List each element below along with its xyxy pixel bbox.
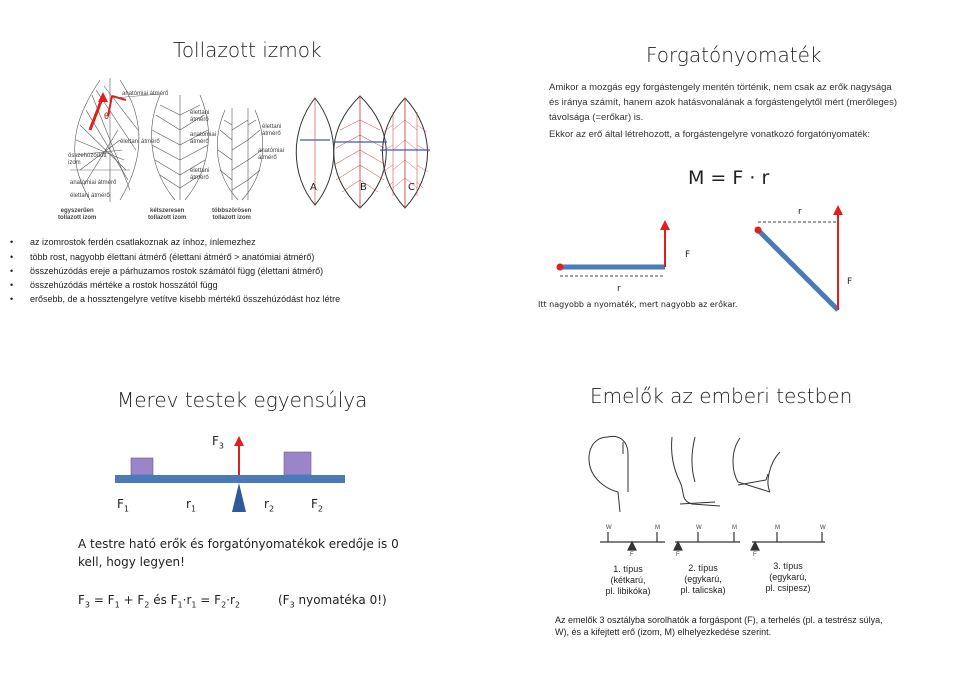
lever-type-2-caption	[673, 563, 733, 596]
lever-classes-caption: Az emelők 3 osztályba sorolhatók a forgáspont (F), a terhelés (pl. a testrész súlya, W), és a kifejtett erő (izom, M) elhelyezkedése szerint.	[555, 615, 883, 637]
label-f1-main: F	[117, 497, 124, 511]
label-elettani-mid2: élettani átmérő	[190, 168, 210, 181]
eq-part-g: ·r	[226, 593, 235, 607]
letter-w-1: W	[606, 525, 612, 531]
slide2-paragraph1: Amikor a mozgás egy forgástengely mentén történik, nem csak az erők nagysága és iránya számít, hanem azok hatásvonalának a forgástengelytől mért (merőleges) távolsága (=erőkar) is.	[549, 82, 897, 123]
label-f1	[117, 497, 129, 513]
slide-forgatonyomatek	[480, 0, 960, 342]
bullet-1: • az izomrostok ferdén csatlakoznak az ínhoz, ínlemezhez	[30, 237, 256, 247]
label-f2-sub: 2	[317, 504, 323, 514]
muscle-type-3: többszörösen tollazott izom	[212, 208, 252, 221]
eq-sub-c: 2	[144, 600, 150, 610]
slide2-title: Forgatónyomaték	[646, 43, 822, 67]
eq-part-e: ·r	[182, 593, 192, 607]
muscle-type-1: egyszerűen tollazott izom	[58, 208, 97, 221]
force-label-f1: F	[685, 250, 691, 260]
type2-name: 2. típus	[688, 563, 718, 573]
bullet-4: • összehúzódás mértéke a rostok hosszától függ	[30, 280, 218, 290]
bullet-3: • összehúzódás ereje a párhuzamos rostok számától függ (élettani átmérő)	[30, 266, 323, 276]
label-r2-sub: 2	[268, 504, 275, 514]
foot-illustration	[672, 437, 720, 506]
arm-label-r2: r	[798, 207, 802, 217]
f3-note	[278, 593, 387, 609]
note-start: (F	[278, 593, 290, 607]
lever-type-3	[751, 532, 825, 550]
label-r1-sub: 1	[190, 504, 197, 514]
eq-sub-d: 1	[177, 600, 183, 610]
bullet-2: • több rost, nagyobb élettani átmérő (élettani átmérő > anatómiai átmérő)	[30, 252, 314, 262]
slide2-paragraph2: Ekkor az erő által létrehozott, a forgástengelyre vonatkozó forgatónyomaték:	[549, 129, 871, 140]
label-r2	[264, 497, 274, 513]
type1-example: pl. libikóka)	[605, 586, 651, 596]
label-f2	[311, 497, 323, 513]
equilibrium-text: A testre ható erők és forgatónyomatékok eredője is 0 kell, hogy legyen!	[78, 537, 399, 569]
lever-type-1	[600, 532, 665, 550]
eq-sub-e: 1	[191, 600, 197, 610]
label-osszehuzodott: összehúzódott izom	[68, 153, 107, 166]
eq-part-b: = F	[90, 593, 115, 607]
label-r1	[186, 497, 196, 513]
letter-m-3: M	[775, 525, 780, 531]
letter-m-1: M	[655, 525, 660, 531]
label-anatomiai-mid: anatómiai átmérő	[190, 132, 217, 145]
slide1-title: Tollazott izmok	[173, 38, 322, 62]
note-sub: 3	[289, 600, 295, 610]
eq-part-c: + F	[119, 593, 145, 607]
lever-type-3-caption	[758, 561, 818, 594]
lever-type-2	[674, 532, 740, 550]
leaf-label-c: C	[408, 182, 415, 193]
balance-diagram	[0, 342, 480, 542]
slide-merev-testek	[0, 342, 480, 684]
eq-part-d: és F	[149, 593, 178, 607]
force-label-f2: F	[847, 277, 853, 287]
label-f3-sub: 3	[218, 441, 224, 451]
label-f3	[212, 434, 224, 450]
slide-emelok	[480, 342, 960, 684]
multipennate-muscle	[217, 108, 262, 200]
label-anatomiai-bottom: anatómiai átmérő	[70, 180, 117, 186]
letter-m-2: M	[732, 525, 737, 531]
torque-caption: Itt nagyobb a nyomaték, mert nagyobb az erőkar.	[538, 300, 738, 309]
type2-desc: (egykarú,	[684, 574, 722, 584]
lever-type-1-caption	[598, 564, 658, 597]
letter-f-2: F	[676, 552, 680, 558]
type3-example: pl. csipesz)	[765, 583, 811, 593]
leaf-label-a: A	[310, 182, 317, 193]
eq-sub-b: 1	[114, 600, 120, 610]
eq-part-f: = F	[196, 593, 222, 607]
eq-sub-g: 2	[234, 600, 241, 610]
letter-w-3: W	[820, 525, 826, 531]
leaf-c	[380, 98, 430, 208]
letter-f-3: F	[753, 552, 757, 558]
arm-label-r1: r	[617, 284, 621, 294]
slide4-title: Emelők az emberi testben	[590, 384, 853, 408]
torque-diagram	[480, 0, 960, 342]
head-illustration	[589, 436, 628, 512]
slide-tollazott-izmok	[0, 0, 480, 342]
label-theta: θ	[104, 111, 110, 121]
label-elettani-mid1: élettani átmérő	[190, 110, 210, 123]
eq-part-a: F	[78, 593, 85, 607]
label-anatomiai-top: anatómiai átmérő	[122, 91, 169, 97]
type1-name: 1. típus	[613, 564, 643, 574]
label-elettani-2: élettani átmérő	[70, 193, 110, 199]
label-f3-main: F	[212, 434, 219, 448]
type1-desc: (kétkarú,	[610, 575, 646, 585]
label-f1-sub: 1	[123, 504, 129, 514]
arm-illustration	[733, 438, 780, 492]
eq-sub-f: 2	[221, 600, 227, 610]
label-anatomiai-right: anatómiai átmérő	[258, 148, 285, 161]
bullet-5: • erősebb, de a hossztengelyre vetítve kisebb mértékű összehúzódást hoz létre	[30, 294, 340, 304]
label-elettani-right: élettani átmérő	[262, 124, 282, 137]
note-rest: nyomatéka 0!)	[294, 593, 387, 607]
type3-name: 3. típus	[773, 561, 803, 571]
label-f2-main: F	[311, 497, 318, 511]
moment-formula: M = F · r	[688, 167, 770, 189]
letter-f-1: F	[630, 552, 634, 558]
eq-sub-a: 3	[84, 600, 90, 610]
leaf-label-b: B	[360, 182, 367, 193]
type3-desc: (egykarú,	[769, 572, 807, 582]
letter-w-2: W	[696, 525, 702, 531]
label-r1-main: r	[186, 497, 191, 511]
label-r2-main: r	[264, 497, 269, 511]
type2-example: pl. talicska)	[680, 585, 726, 595]
muscle-type-2: kétszeresen tollazott izom	[148, 208, 187, 221]
slide3-title: Merev testek egyensúlya	[117, 388, 368, 412]
label-elettani-1: élettani átmérő	[120, 139, 160, 145]
equilibrium-equation	[78, 593, 240, 609]
